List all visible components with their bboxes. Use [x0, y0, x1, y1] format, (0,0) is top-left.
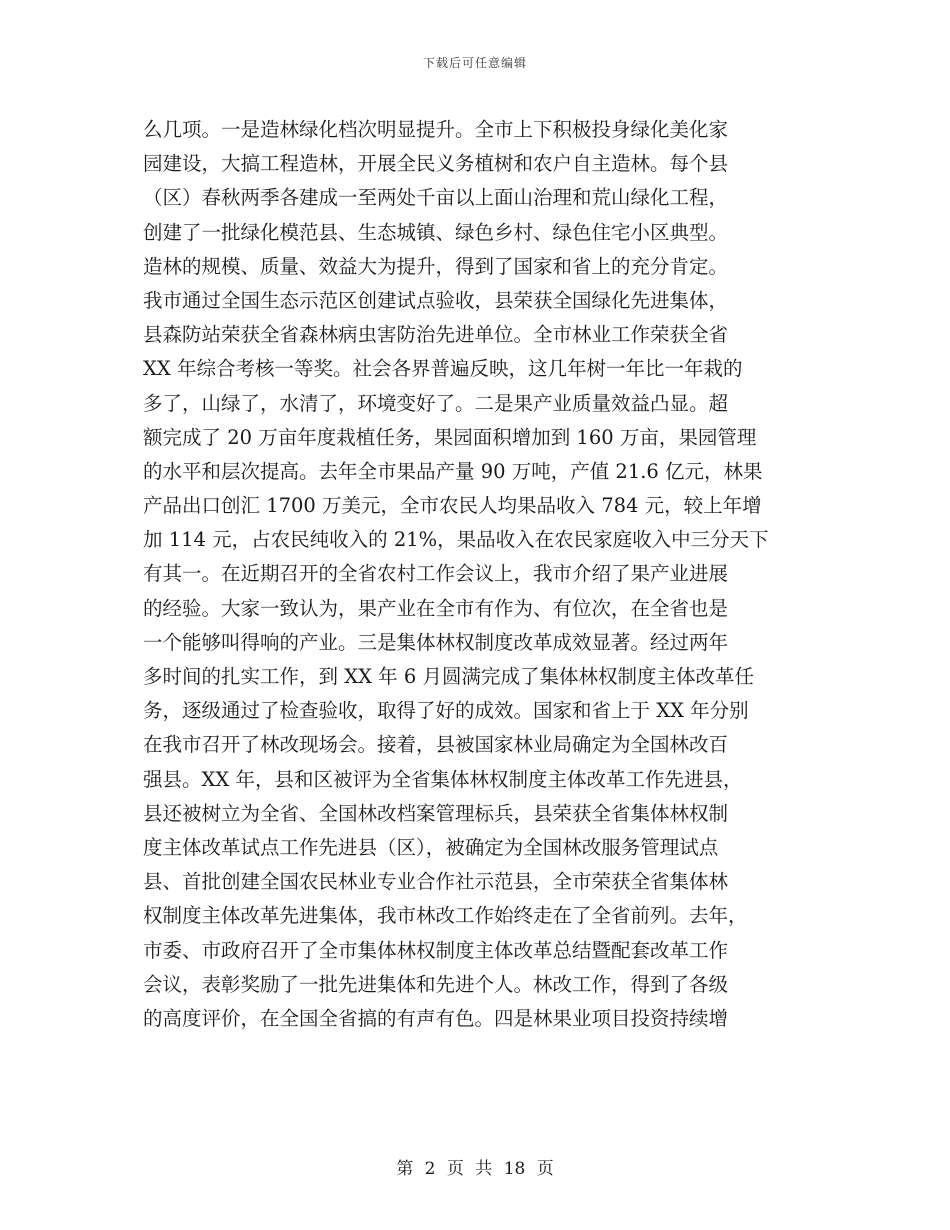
- page-header: 下载后可任意编辑: [422, 56, 527, 70]
- text-line: 会议，表彰奖励了一批先进集体和先进个人。林改工作，得到了各级: [143, 972, 729, 996]
- body-text: [143, 113, 805, 1036]
- text-line: 的经验。大家一致认为，果产业在全市有作为、有位次，在全省也是: [143, 596, 729, 620]
- text-line: 市委、市政府召开了全市集体林权制度主体改革总结暨配套改革工作: [143, 938, 729, 962]
- text-line: 额完成了 20 万亩年度栽植任务，果园面积增加到 160 万亩，果园管理: [143, 425, 757, 449]
- text-line: 一个能够叫得响的产业。三是集体林权制度改革成效显著。经过两年: [143, 630, 729, 654]
- text-line: 务，逐级通过了检查验收，取得了好的成效。国家和省上于 XX 年分别: [143, 699, 749, 723]
- text-line: 多时间的扎实工作，到 XX 年 6 月圆满完成了集体林权制度主体改革任: [143, 665, 754, 688]
- text-line: 的高度评价，在全国全省搞的有声有色。四是林果业项目投资持续增: [143, 1006, 729, 1030]
- text-line: 么几项。一是造林绿化档次明显提升。全市上下积极投身绿化美化家: [143, 118, 729, 141]
- text-line: 有其一。在近期召开的全省农村工作会议上，我市介绍了果产业进展: [143, 562, 729, 586]
- text-line: 的水平和层次提高。去年全市果品产量 90 万吨，产值 21.6 亿元，林果: [143, 459, 763, 483]
- text-line: XX 年综合考核一等奖。社会各界普遍反映，这几年树一年比一年栽的: [143, 357, 743, 381]
- text-line: 加 114 元，占农民纯收入的 21%，果品收入在农民家庭收入中三分天下: [143, 528, 769, 552]
- text-line: 在我市召开了林改现场会。接着，县被国家林业局确定为全国林改百: [143, 733, 729, 757]
- text-line: 县还被树立为全省、全国林改档案管理标兵，县荣获全省集体林权制: [143, 801, 729, 825]
- text-line: 产品出口创汇 1700 万美元，全市农民人均果品收入 784 元，较上年增: [143, 494, 762, 518]
- text-line: 县、首批创建全国农民林业专业合作社示范县，全市荣获全省集体林: [143, 870, 729, 894]
- text-line: 园建设，大搞工程造林，开展全民义务植树和农户自主造林。每个县: [143, 152, 729, 176]
- text-line: （区）春秋两季各建成一至两处千亩以上面山治理和荒山绿化工程，: [143, 186, 729, 210]
- text-line: 创建了一批绿化模范县、生态城镇、绿色乡村、绿色住宅小区典型。: [143, 220, 729, 244]
- text-line: 权制度主体改革先进集体，我市林改工作始终走在了全省前列。去年，: [143, 904, 748, 928]
- page-number: 第 2 页 共 18 页: [396, 1159, 554, 1179]
- text-line: 度主体改革试点工作先进县（区），被确定为全国林改服务管理试点: [143, 835, 719, 859]
- text-line: 造林的规模、质量、效益大为提升，得到了国家和省上的充分肯定。: [143, 254, 729, 278]
- text-line: 多了，山绿了，水清了，环境变好了。二是果产业质量效益凸显。超: [143, 391, 729, 415]
- text-line: 强县。XX 年，县和区被评为全省集体林权制度主体改革工作先进县，: [143, 767, 743, 791]
- text-line: 我市通过全国生态示范区创建试点验收，县荣获全国绿化先进集体，: [143, 288, 729, 312]
- text-line: 县森防站荣获全省森林病虫害防治先进单位。全市林业工作荣获全省: [143, 323, 729, 347]
